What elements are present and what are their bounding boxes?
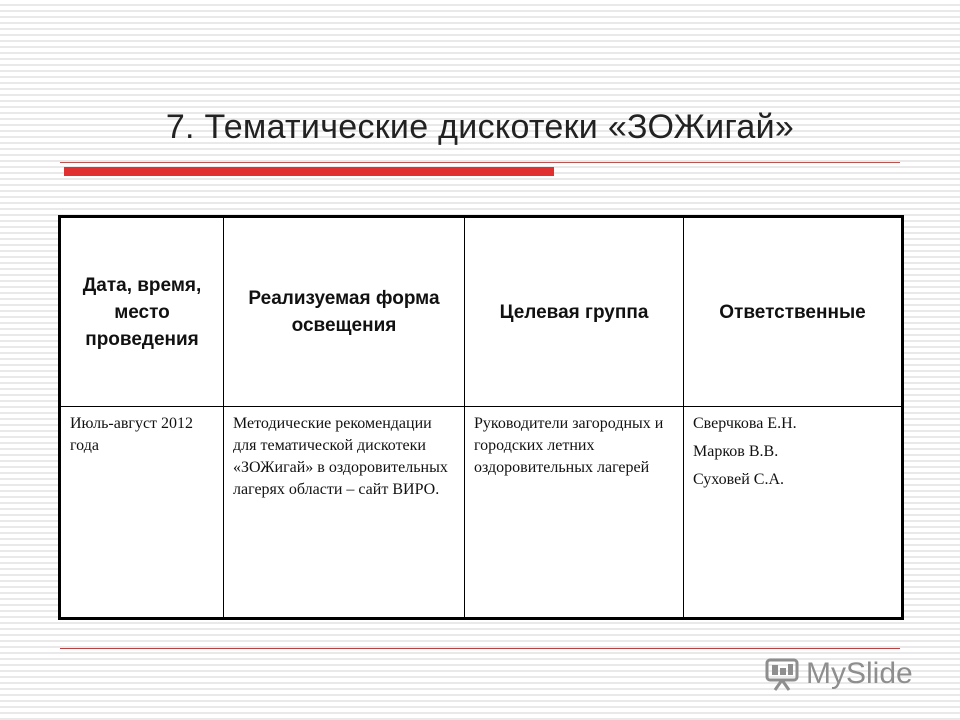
cell-date: Июль-август 2012 года <box>60 407 224 619</box>
header-target-group: Целевая группа <box>465 217 684 407</box>
presentation-board-icon <box>764 656 800 692</box>
cell-responsible <box>684 407 903 619</box>
table-header-row <box>60 217 903 407</box>
cell-form: Методические рекомендации для тематической дискотеки «ЗОЖигай» в оздоровительных лагерях области – сайт ВИРО. <box>224 407 465 619</box>
title-underline-accent <box>64 167 554 176</box>
title-underline-thin <box>60 162 900 163</box>
header-date: Дата, время, место проведения <box>60 217 224 407</box>
cell-target-group: Руководители загородных и городских летних оздоровительных лагерей <box>465 407 684 619</box>
watermark-logo <box>764 654 913 694</box>
slide-title: 7. Тематические дискотеки «ЗОЖигай» <box>165 108 795 146</box>
header-form: Реализуемая форма освещения <box>224 217 465 407</box>
watermark-text: MySlide <box>806 657 913 690</box>
event-plan-table <box>58 215 904 620</box>
header-responsible: Ответственные <box>684 217 903 407</box>
footer-rule <box>60 648 900 649</box>
responsible-person: Марков В.В. <box>693 443 779 460</box>
responsible-person: Сверчкова Е.Н. <box>693 415 797 432</box>
table-row <box>60 407 903 619</box>
responsible-person: Суховей С.А. <box>693 471 785 488</box>
